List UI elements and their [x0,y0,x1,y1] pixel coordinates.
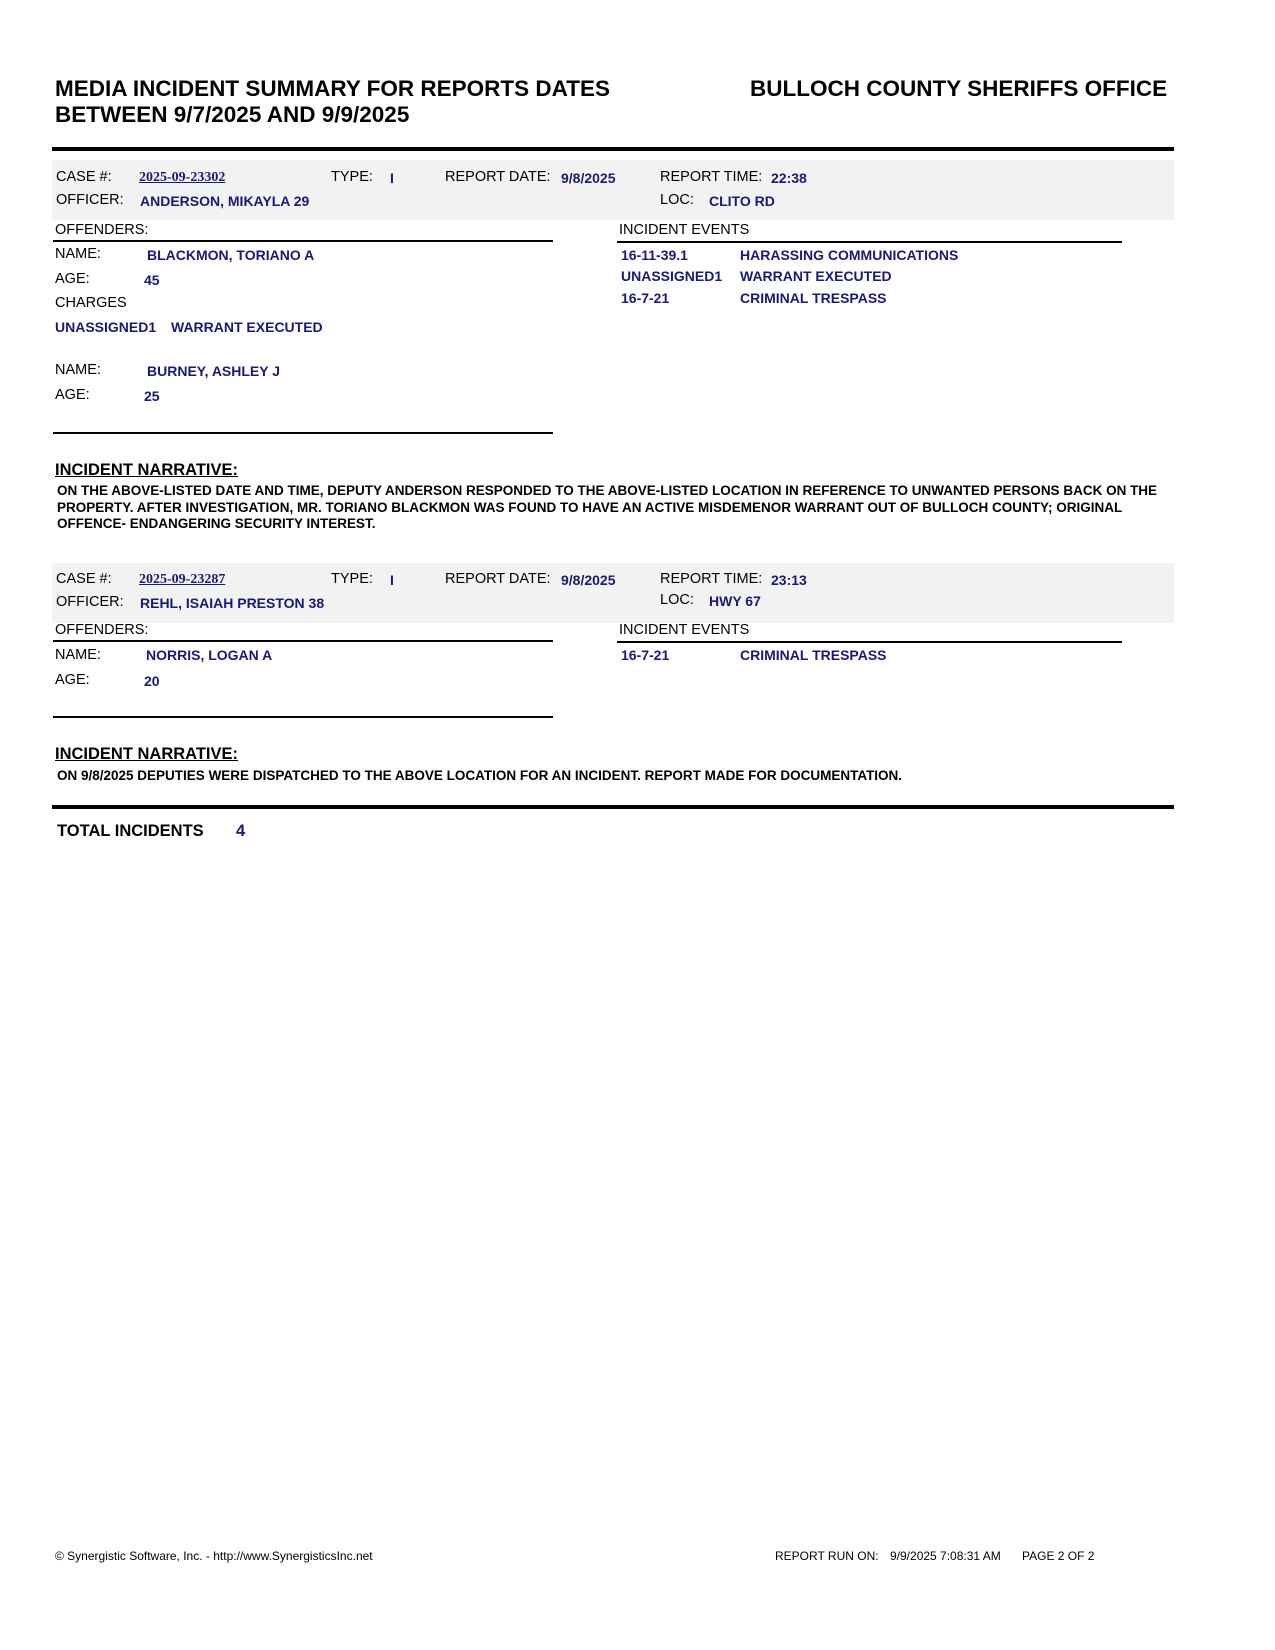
footer-run-label: REPORT RUN ON: [775,1549,879,1563]
event-code: 16-11-39.1 [621,247,688,263]
offender-age-label: AGE: [55,387,90,403]
report-title: MEDIA INCIDENT SUMMARY FOR REPORTS DATES BETWEEN 9/7/2025 AND 9/9/2025 [55,76,611,127]
offender-name: BURNEY, ASHLEY J [147,363,281,379]
narrative-text: ON 9/8/2025 DEPUTIES WERE DISPATCHED TO THE ABOVE LOCATION FOR AN INCIDENT. REPORT MADE FOR DOCUMENTATION. [57,768,903,783]
offenders-divider [53,640,553,642]
report-time-value: 22:38 [771,170,807,186]
charge-code: UNASSIGNED1 [55,319,157,335]
event-code: UNASSIGNED1 [621,268,723,284]
case-number-link[interactable]: 2025-09-23287 [139,572,226,587]
events-divider [617,241,1122,243]
event-code: 16-7-21 [621,290,670,306]
location-value: HWY 67 [709,593,761,609]
report-date-label: REPORT DATE: [445,169,551,185]
event-description: HARASSING COMMUNICATIONS [740,247,959,263]
total-incidents-value: 4 [236,822,246,840]
charges-label: CHARGES [55,295,127,311]
officer-value: REHL, ISAIAH PRESTON 38 [140,595,325,611]
offenders-divider [53,240,553,242]
events-divider [617,641,1122,643]
offender-age-label: AGE: [55,672,90,688]
event-code: 16-7-21 [621,647,670,663]
footer-copyright: © Synergistic Software, Inc. - http://www.SynergisticsInc.net [55,1549,373,1563]
officer-label: OFFICER: [56,594,124,610]
agency-name: BULLOCH COUNTY SHERIFFS OFFICE [750,76,1168,101]
offender-name-label: NAME: [55,362,101,378]
location-label: LOC: [660,192,694,208]
officer-value: ANDERSON, MIKAYLA 29 [140,193,310,209]
case-number-label: CASE #: [56,169,112,185]
type-label: TYPE: [331,571,373,587]
offender-name: BLACKMON, TORIANO A [147,247,315,263]
officer-label: OFFICER: [56,192,124,208]
type-label: TYPE: [331,169,373,185]
case-number-link[interactable]: 2025-09-23302 [139,170,226,185]
type-value: I [390,170,394,186]
offenders-end-divider [53,716,553,718]
report-time-label: REPORT TIME: [660,169,763,185]
narrative-heading: INCIDENT NARRATIVE: [55,745,239,763]
narrative-heading: INCIDENT NARRATIVE: [55,461,239,479]
incident-events-heading: INCIDENT EVENTS [619,222,750,238]
type-value: I [390,572,394,588]
offender-name: NORRIS, LOGAN A [146,647,273,663]
event-description: CRIMINAL TRESPASS [740,647,887,663]
total-incidents-label: TOTAL INCIDENTS [57,822,204,840]
footer-page-number: PAGE 2 OF 2 [1022,1549,1095,1563]
offender-age: 25 [144,388,160,404]
report-date-value: 9/8/2025 [561,572,616,588]
offenders-heading: OFFENDERS: [55,222,149,238]
case-header-band [52,160,1174,220]
offender-age: 45 [144,272,160,288]
event-description: WARRANT EXECUTED [740,268,892,284]
incident-events-heading: INCIDENT EVENTS [619,622,750,638]
location-label: LOC: [660,592,694,608]
header-divider [52,147,1174,151]
report-time-value: 23:13 [771,572,807,588]
report-date-label: REPORT DATE: [445,571,551,587]
narrative-text: ON THE ABOVE-LISTED DATE AND TIME, DEPUTY ANDERSON RESPONDED TO THE ABOVE-LISTED LOCATION IN REFERENCE TO UNWANTED PERSONS BACK ON THE PROPERTY. AFTER INVESTIGATION, MR. TORIANO BLACKMON WAS FOUND TO HAVE AN ACTIVE MISDEMENOR WARRANT OUT OF BULLOCH COUNTY; ORIGINAL OFFENCE- ENDANGERING SECURITY INTEREST. [57,483,1158,531]
report-time-label: REPORT TIME: [660,571,763,587]
offender-name-label: NAME: [55,647,101,663]
charge-description: WARRANT EXECUTED [171,319,323,335]
offenders-heading: OFFENDERS: [55,622,149,638]
case-number-label: CASE #: [56,571,112,587]
offender-age: 20 [144,673,160,689]
totals-divider [52,805,1174,809]
report-date-value: 9/8/2025 [561,170,616,186]
offender-age-label: AGE: [55,271,90,287]
offenders-end-divider [53,432,553,434]
event-description: CRIMINAL TRESPASS [740,290,887,306]
location-value: CLITO RD [709,193,775,209]
footer-run-value: 9/9/2025 7:08:31 AM [890,1549,1001,1563]
offender-name-label: NAME: [55,246,101,262]
